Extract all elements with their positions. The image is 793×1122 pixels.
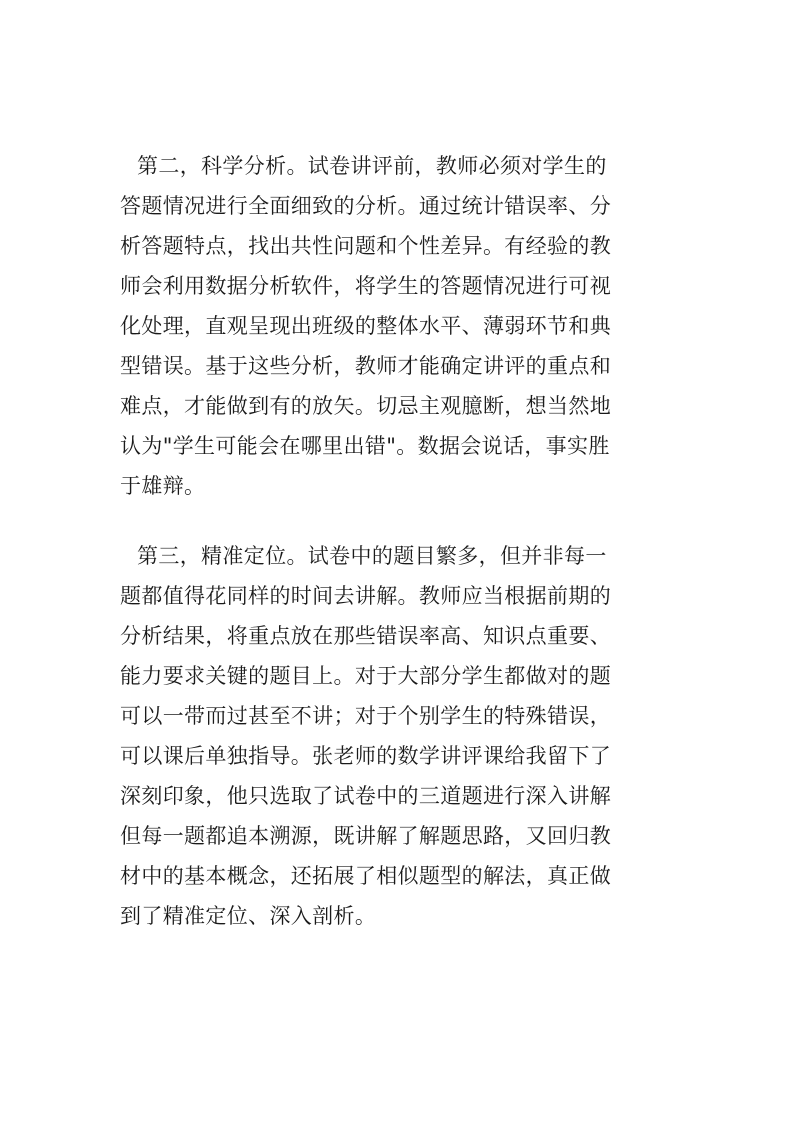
paragraph-line: 题都值得花同样的时间去讲解。教师应当根据前期的	[120, 584, 612, 608]
paragraph-line: 型错误。基于这些分析，教师才能确定讲评的重点和	[120, 354, 612, 378]
paragraph-line: 但每一题都追本溯源，既讲解了解题思路，又回归教	[120, 824, 612, 848]
paragraph-line: 深刻印象，他只选取了试卷中的三道题进行深入讲解	[120, 784, 612, 808]
paragraph-line: 第三，精准定位。试卷中的题目繁多，但并非每一	[137, 544, 607, 568]
paragraph-line: 答题情况进行全面细致的分析。通过统计错误率、分	[120, 194, 612, 218]
paragraph-line: 到了精准定位、深入剖析。	[120, 904, 377, 928]
paragraph-line: 分析结果，将重点放在那些错误率高、知识点重要、	[120, 624, 612, 648]
paragraph-line: 化处理，直观呈现出班级的整体水平、薄弱环节和典	[120, 314, 612, 338]
paragraph-scientific-analysis	[120, 146, 680, 506]
paragraph-line: 能力要求关键的题目上。对于大部分学生都做对的题	[120, 664, 612, 688]
paragraph-line: 第二，科学分析。试卷讲评前，教师必须对学生的	[137, 154, 607, 178]
paragraph-line: 材中的基本概念，还拓展了相似题型的解法，真正做	[120, 864, 612, 888]
paragraph-precise-positioning	[120, 536, 680, 936]
paragraph-line: 析答题特点，找出共性问题和个性差异。有经验的教	[120, 234, 612, 258]
paragraph-line: 认为"学生可能会在哪里出错"。数据会说话，事实胜	[120, 434, 610, 458]
paragraph-line: 可以课后单独指导。张老师的数学讲评课给我留下了	[120, 744, 612, 768]
paragraph-line: 难点，才能做到有的放矢。切忌主观臆断，想当然地	[120, 394, 612, 418]
paragraph-line: 于雄辩。	[120, 474, 206, 498]
paragraph-line: 可以一带而过甚至不讲；对于个别学生的特殊错误，	[120, 704, 612, 728]
paragraph-line: 师会利用数据分析软件，将学生的答题情况进行可视	[120, 274, 612, 298]
